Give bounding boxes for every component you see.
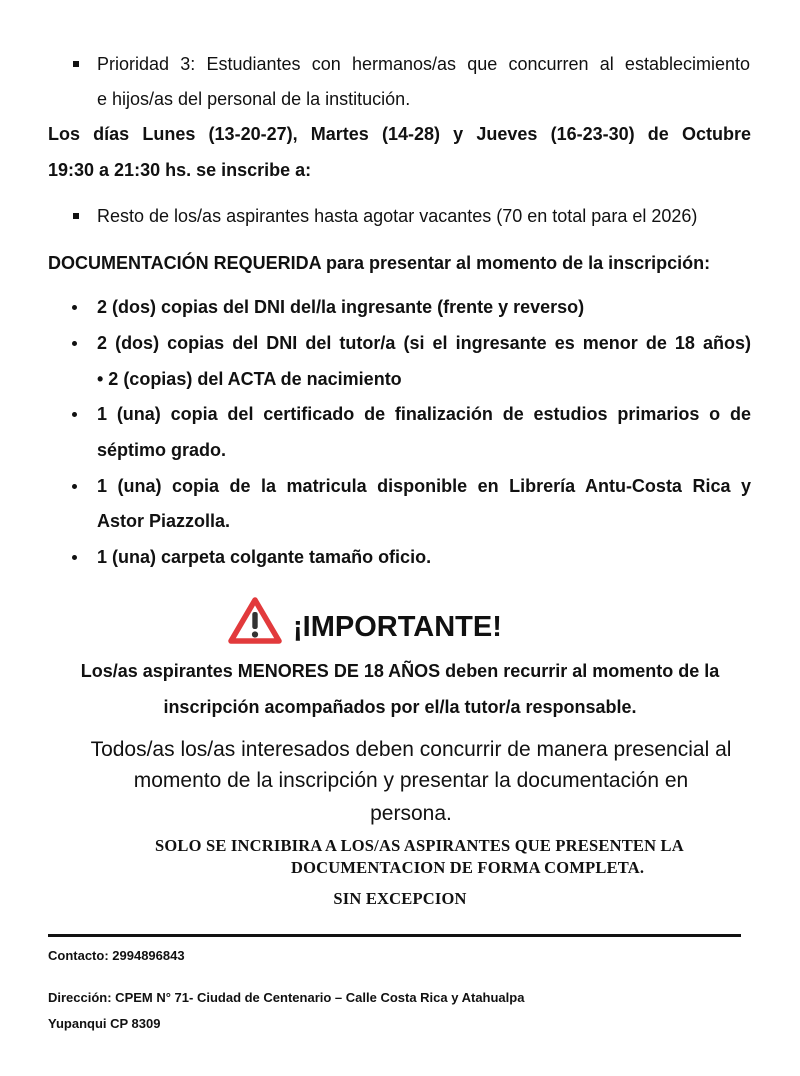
- complete-docs-notice-line-2: DOCUMENTACION DE FORMA COMPLETA.: [291, 858, 645, 877]
- important-title: ¡IMPORTANTE!: [293, 611, 502, 643]
- list-bullet: [72, 484, 77, 489]
- documentation-item-3-line-2: séptimo grado.: [97, 440, 227, 460]
- priority-item-line-2: e hijos/as del personal de la institución.: [97, 89, 411, 109]
- rest-item: Resto de los/as aspirantes hasta agotar vacantes (70 en total para el 2026): [97, 206, 698, 226]
- documentation-item-1: 2 (dos) copias del DNI del/la ingresante (frente y reverso): [97, 297, 585, 317]
- footer-divider: [48, 934, 741, 937]
- presence-line-1: Todos/as los/as interesados deben concurrir de manera presencial al: [90, 738, 732, 761]
- documentation-item-4-line-2: Astor Piazzolla.: [97, 511, 231, 531]
- minors-notice-line-2: inscripción acompañados por el/la tutor/a responsable.: [163, 697, 637, 717]
- minors-notice-line-1: Los/as aspirantes MENORES DE 18 AÑOS deben recurrir al momento de la: [80, 661, 720, 681]
- list-bullet: [72, 305, 77, 310]
- warning-icon: [227, 595, 283, 647]
- documentation-heading: DOCUMENTACIÓN REQUERIDA para presentar al momento de la inscripción:: [48, 253, 711, 273]
- documentation-item-2-line-1: 2 (dos) copias del DNI del tutor/a (si el ingresante es menor de 18 años): [97, 333, 751, 353]
- schedule-line-2: 19:30 a 21:30 hs. se inscribe a:: [48, 160, 312, 180]
- square-bullet: [73, 213, 79, 219]
- footer-address-line-2: Yupanqui CP 8309: [48, 1016, 161, 1031]
- list-bullet: [72, 412, 77, 417]
- presence-line-2: momento de la inscripción y presentar la documentación en: [133, 769, 689, 792]
- documentation-item-5: 1 (una) carpeta colgante tamaño oficio.: [97, 547, 432, 567]
- schedule-line-1: Los días Lunes (13-20-27), Martes (14-28) y Jueves (16-23-30) de Octubre: [48, 124, 751, 144]
- documentation-item-4-line-1: 1 (una) copia de la matricula disponible en Librería Antu-Costa Rica y: [97, 476, 751, 496]
- complete-docs-notice-line-1: SOLO SE INCRIBIRA A LOS/AS ASPIRANTES QUE PRESENTEN LA: [155, 836, 684, 855]
- presence-line-3: persona.: [370, 802, 452, 825]
- documentation-item-2-line-2: • 2 (copias) del ACTA de nacimiento: [97, 369, 402, 389]
- footer-address-line-1: Dirección: CPEM N° 71- Ciudad de Centenario – Calle Costa Rica y Atahualpa: [48, 990, 525, 1005]
- list-bullet: [72, 555, 77, 560]
- documentation-item-3-line-1: 1 (una) copia del certificado de finalización de estudios primarios o de: [97, 404, 751, 424]
- square-bullet: [73, 61, 79, 67]
- priority-item-line-1: Prioridad 3: Estudiantes con hermanos/as que concurren al establecimiento: [97, 54, 750, 74]
- no-exception-notice: SIN EXCEPCION: [333, 889, 467, 908]
- list-bullet: [72, 341, 77, 346]
- footer-contact: Contacto: 2994896843: [48, 948, 185, 963]
